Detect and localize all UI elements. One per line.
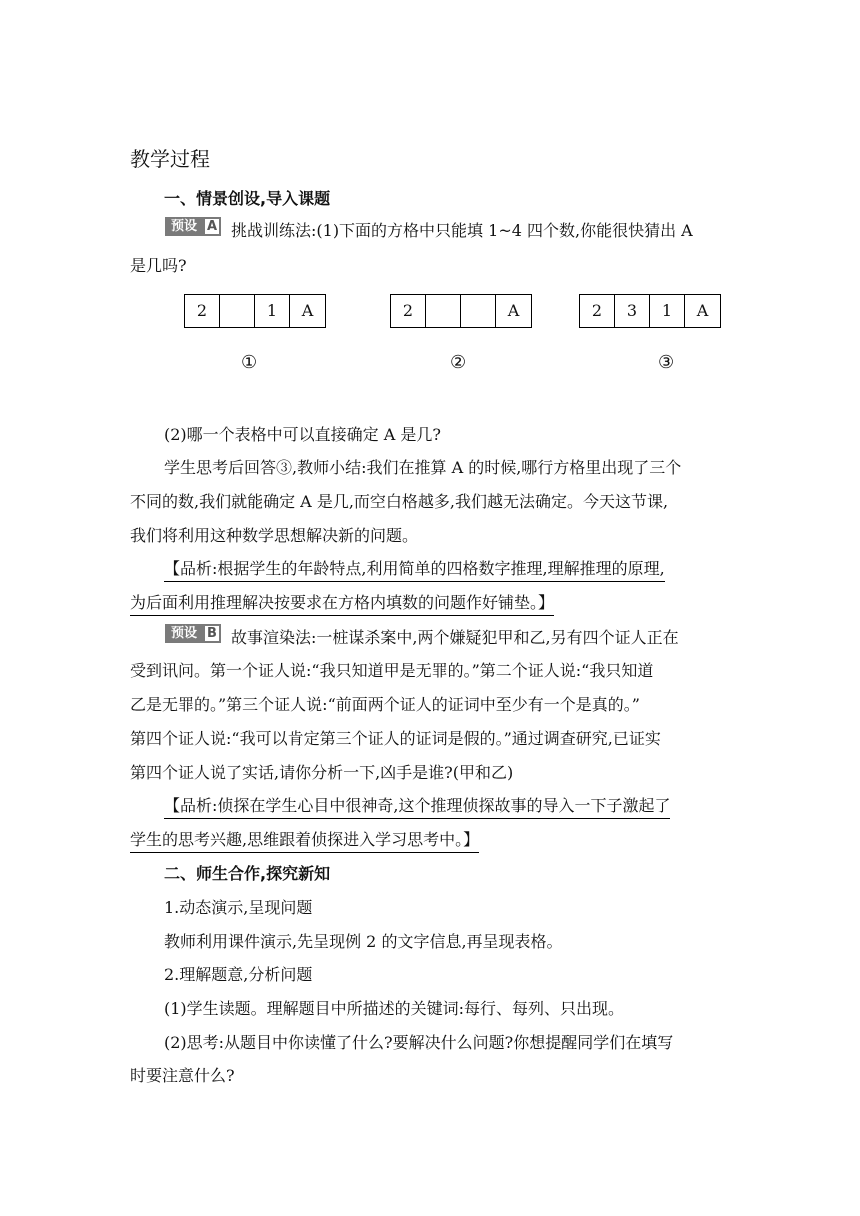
step2-title: 2.理解题意,分析问题 <box>164 965 313 984</box>
grid-2-label: ② <box>450 352 467 373</box>
badge-text: 预设 <box>165 217 203 236</box>
step2-paragraph1: (1)学生读题。理解题目中所描述的关键词:每行、每列、只出现。 <box>164 999 625 1018</box>
grid-1-label: ① <box>241 352 258 373</box>
story-line1: 故事渲染法:一桩谋杀案中,两个嫌疑犯甲和乙,另有四个证人正在 <box>231 628 679 647</box>
badge-letter: B <box>203 624 221 643</box>
grid-cell <box>426 295 461 327</box>
grid-cell: 1 <box>650 295 685 327</box>
step1-title: 1.动态演示,呈现问题 <box>164 898 313 917</box>
grid-cell <box>220 295 255 327</box>
section2-heading: 二、师生合作,探究新知 <box>164 864 331 883</box>
story-line2: 受到讯问。第一个证人说:“我只知道甲是无罪的。”第二个证人说:“我只知道 <box>130 661 654 680</box>
preset-b-badge <box>165 624 221 643</box>
analysis-note1-line2: 为后面利用推理解决按要求在方格内填数的问题作好铺垫。】 <box>130 590 554 616</box>
question1-line1: 挑战训练法:(1)下面的方格中只能填 1~4 四个数,你能很快猜出 A <box>231 221 693 240</box>
grid-3-label: ③ <box>658 352 675 373</box>
summary-line2: 不同的数,我们就能确定 A 是几,而空白格越多,我们越无法确定。今天这节课, <box>130 492 669 511</box>
grid-cell: A <box>301 301 314 320</box>
analysis-note1-line1: 【品析:根据学生的年龄特点,利用简单的四格数字推理,理解推理的原理, <box>164 556 665 582</box>
grid-cell: 2 <box>185 295 220 327</box>
analysis-note2-line1: 【品析:侦探在学生心目中很神奇,这个推理侦探故事的导入一下子激起了 <box>164 793 670 819</box>
grid-cell: A <box>507 301 520 320</box>
grid-cell: A <box>696 301 709 320</box>
badge-text: 预设 <box>165 624 203 643</box>
story-line4: 第四个证人说:“我可以肯定第三个证人的证词是假的。”通过调查研究,已证实 <box>130 729 661 748</box>
grid-cell: 1 <box>255 295 290 327</box>
grid-2 <box>390 294 532 328</box>
summary-line3: 我们将利用这种数学思想解决新的问题。 <box>130 526 419 545</box>
grid-cell <box>461 295 496 327</box>
grid-cell: 2 <box>391 295 426 327</box>
grid-3 <box>579 294 721 328</box>
story-line5: 第四个证人说了实话,请你分析一下,凶手是谁?(甲和乙) <box>130 763 514 782</box>
grid-cell: 3 <box>615 295 650 327</box>
page-title: 教学过程 <box>130 147 210 171</box>
question2: (2)哪一个表格中可以直接确定 A 是几? <box>164 425 441 444</box>
summary-line1: 学生思考后回答③,教师小结:我们在推算 A 的时候,哪行方格里出现了三个 <box>164 458 682 477</box>
grid-cell: 2 <box>580 295 615 327</box>
step2-paragraph2-line2: 时要注意什么? <box>130 1066 235 1085</box>
step2-paragraph2-line1: (2)思考:从题目中你读懂了什么?要解决什么问题?你想提醒同学们在填写 <box>164 1033 674 1052</box>
preset-a-badge <box>165 217 221 236</box>
badge-letter: A <box>203 217 221 236</box>
step1-text: 教师利用课件演示,先呈现例 2 的文字信息,再呈现表格。 <box>164 932 563 951</box>
story-line3: 乙是无罪的。”第三个证人说:“前面两个证人的证词中至少有一个是真的。” <box>130 695 640 714</box>
analysis-note2-line2: 学生的思考兴趣,思维跟着侦探进入学习思考中。】 <box>130 827 479 853</box>
section1-heading: 一、情景创设,导入课题 <box>164 189 331 208</box>
grid-1 <box>184 294 326 328</box>
question1-line2: 是几吗? <box>130 256 187 275</box>
